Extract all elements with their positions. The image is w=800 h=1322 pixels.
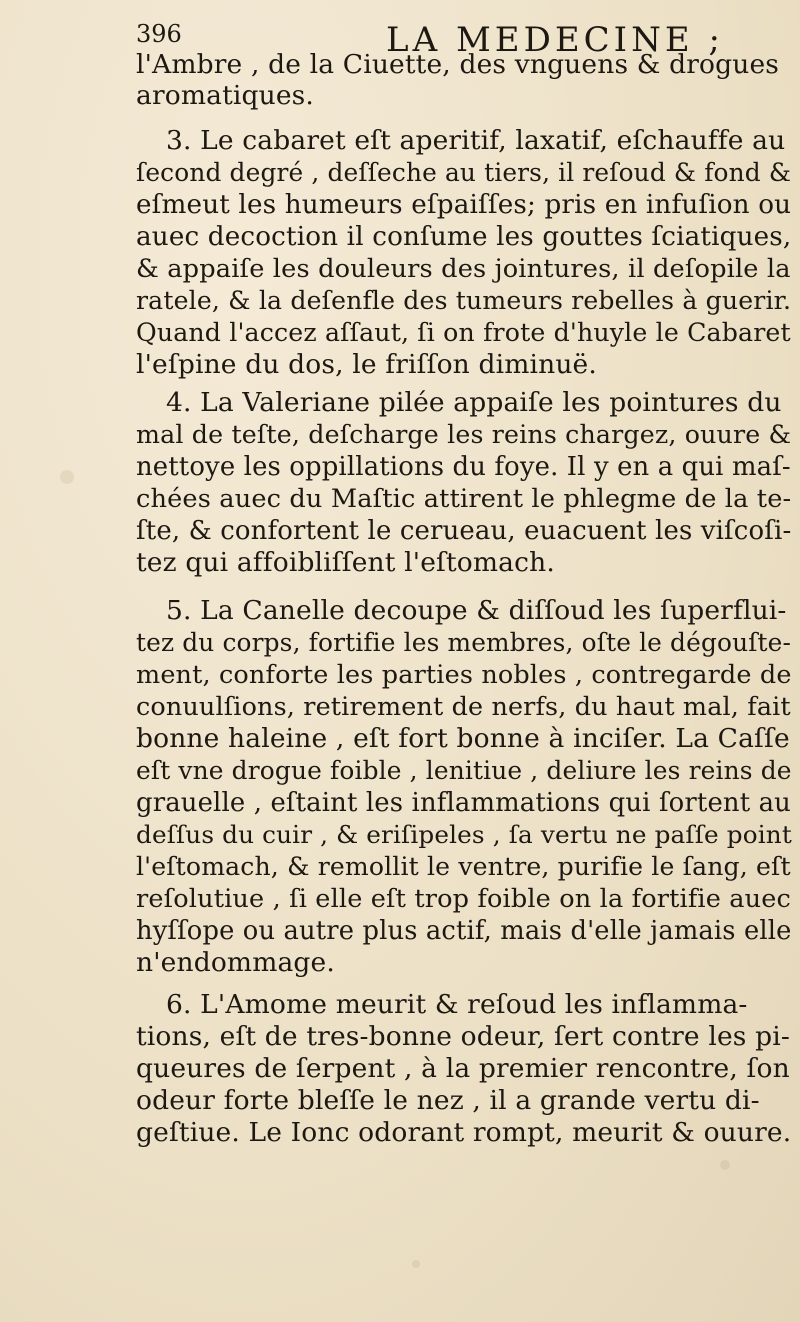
text-line: tions, eſt de tres-bonne odeur, ſert contre les pi- — [136, 1021, 790, 1052]
text-line: grauelle , eſtaint les inflammations qui ſortent au — [136, 788, 791, 818]
paper-stain — [720, 1160, 730, 1170]
text-line: ratele, & la deſenfle des tumeurs rebelles à guerir. — [136, 286, 792, 315]
paragraph-5-first-line: 5. La Canelle decoupe & diſſoud les ſuperflui- — [166, 595, 787, 626]
paper-stain — [60, 470, 74, 484]
text-line: odeur forte bleſſe le nez , il a grande vertu di- — [136, 1085, 760, 1116]
page-number: 396 — [136, 20, 182, 48]
text-line: l'Ambre , de la Ciuette, des vnguens & drogues — [136, 49, 780, 80]
text-line: geſtiue. Le Ionc odorant rompt, meurit & ouure. — [136, 1117, 792, 1148]
text-line: mal de teſte, deſcharge les reins chargez, ouure & — [136, 420, 792, 449]
text-line: tez qui affoibliſſent l'eſtomach. — [136, 547, 555, 578]
text-line: deſſus du cuir , & eriſipeles , ſa vertu ne paſſe point — [136, 820, 792, 849]
paper-stain — [412, 1260, 420, 1268]
text-line: eſmeut les humeurs eſpaiſſes; pris en infuſion ou — [136, 190, 792, 220]
text-line: l'eſtomach, & remollit le ventre, purifie le ſang, eſt — [136, 852, 791, 881]
text-line: chées auec du Maſtic attirent le phlegme de la te- — [136, 484, 792, 514]
text-line: tez du corps, fortifie les membres, oſte le dégouſte- — [136, 628, 792, 657]
text-line: & appaiſe les douleurs des jointures, il deſopile la — [136, 254, 791, 284]
paragraph-6-first-line: 6. L'Amome meurit & reſoud les inflamma- — [166, 989, 748, 1020]
text-line: queures de ſerpent , à la premier rencontre, ſon — [136, 1053, 790, 1084]
text-line: n'endommage. — [136, 947, 335, 978]
text-line: aromatiques. — [136, 80, 315, 111]
text-line: reſolutiue , ſi elle eſt trop foible on la fortifie auec — [136, 884, 792, 914]
text-line: hyſſope ou autre plus actif, mais d'elle jamais elle — [136, 916, 792, 946]
text-line: l'eſpine du dos, le friſſon diminuë. — [136, 349, 597, 380]
text-line: ſte, & confortent le cerueau, euacuent les viſcoſi- — [136, 516, 792, 546]
text-line: nettoye les oppillations du foye. Il y en a qui maſ- — [136, 452, 791, 482]
text-line: conuulſions, retirement de nerfs, du haut mal, fait — [136, 692, 791, 722]
text-line: bonne haleine , eſt fort bonne à inciſer. La Caſſe — [136, 723, 790, 754]
paragraph-4-first-line: 4. La Valeriane pilée appaiſe les pointures du — [166, 387, 782, 418]
text-line: eſt vne drogue foible , lenitiue , deliure les reins de — [136, 756, 792, 785]
running-head: LA MEDECINE ; — [386, 20, 724, 60]
text-line: Quand l'accez aſſaut, ſi on frote d'huyle le Cabaret — [136, 318, 791, 347]
text-line: ment, conforte les parties nobles , contregarde de — [136, 660, 792, 690]
paragraph-3-first-line: 3. Le cabaret eſt aperitif, laxatif, eſchauffe au — [166, 125, 786, 156]
text-line: ſecond degré , deſſeche au tiers, il reſoud & fond & — [136, 158, 792, 187]
text-line: auec decoction il conſume les gouttes ſciatiques, — [136, 222, 792, 252]
